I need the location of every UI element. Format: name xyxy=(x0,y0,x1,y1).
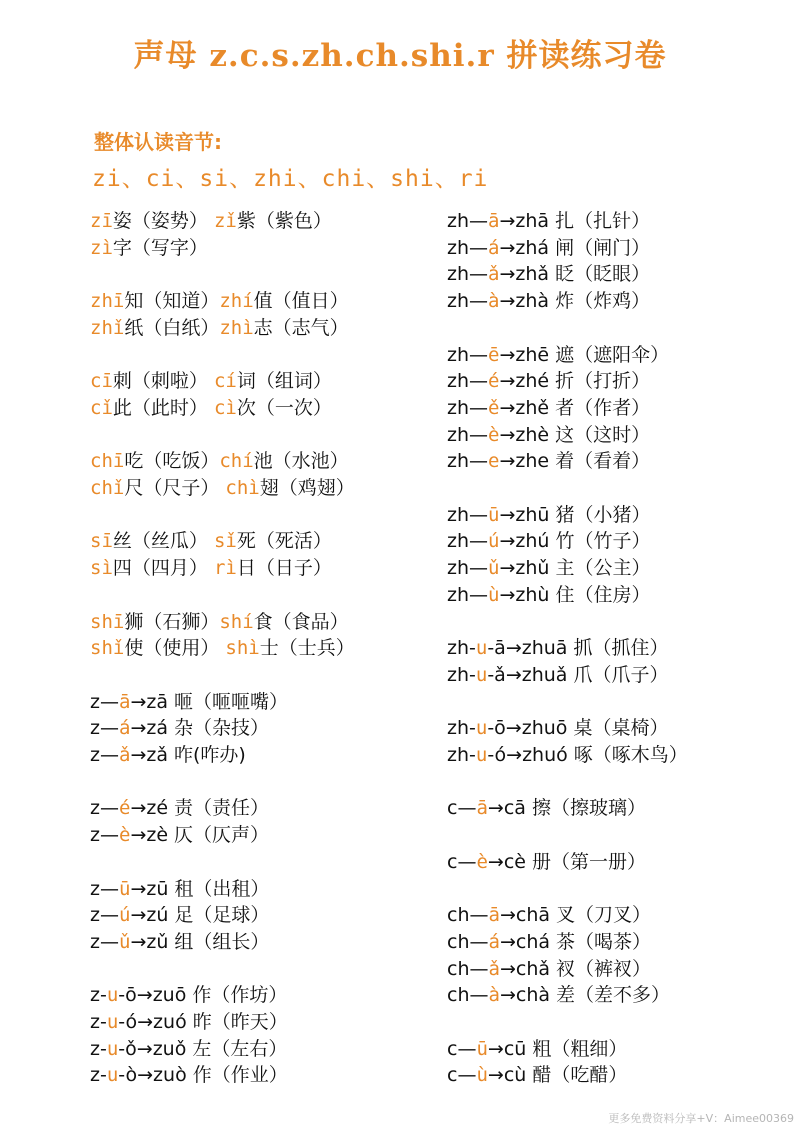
pinyin-highlight: e xyxy=(488,450,500,473)
line-text: 士（士兵） xyxy=(259,637,355,660)
pinyin-highlight: é xyxy=(118,797,131,820)
pinyin-highlight: ā xyxy=(488,904,500,927)
pinyin-highlight: shì xyxy=(225,637,260,660)
practice-line xyxy=(447,1036,627,1062)
line-text: 狮（石狮） xyxy=(124,610,220,633)
line-text: →cū 粗（粗细） xyxy=(487,1037,628,1060)
practice-line xyxy=(447,795,646,821)
line-text: →zá 杂（杂技） xyxy=(130,717,270,740)
pinyin-highlight: cǐ xyxy=(90,396,113,419)
practice-line xyxy=(90,609,349,635)
line-text: 丝（丝瓜） xyxy=(112,530,214,553)
line-text: 池（水池） xyxy=(253,450,349,473)
practice-line xyxy=(90,876,269,902)
pinyin-highlight: zhǐ xyxy=(90,316,125,339)
pinyin-highlight: è xyxy=(118,824,131,847)
line-text: →zhū 猪（小猪） xyxy=(499,503,651,526)
line-text: 字（写字） xyxy=(112,236,208,259)
pinyin-highlight: zhí xyxy=(219,290,254,313)
pinyin-highlight: ǔ xyxy=(118,930,131,953)
pinyin-highlight: u xyxy=(475,663,488,686)
pinyin-highlight: u xyxy=(106,1064,119,1087)
practice-line xyxy=(447,956,651,982)
practice-line xyxy=(90,982,287,1008)
practice-line xyxy=(90,795,269,821)
line-text: 尺（尺子） xyxy=(124,477,226,499)
pinyin-highlight: u xyxy=(106,1037,119,1060)
line-text: c— xyxy=(447,797,477,820)
line-text: z— xyxy=(90,824,119,847)
line-text: zh— xyxy=(447,290,489,313)
line-text: z— xyxy=(90,717,119,740)
pinyin-highlight: cì xyxy=(213,396,237,419)
line-text: →zè 仄（仄声） xyxy=(130,824,270,847)
line-text: →zhā 扎（扎针） xyxy=(499,210,651,232)
line-text: -ó→zuó 昨（昨天） xyxy=(118,1011,288,1033)
line-text: -ǒ→zuǒ 左（左右） xyxy=(118,1037,288,1060)
line-text: 死（死活） xyxy=(236,530,332,553)
line-text: 知（知道） xyxy=(124,290,220,313)
practice-line xyxy=(447,742,688,768)
line-text: zh— xyxy=(447,503,489,526)
line-text: →cù 醋（吃醋） xyxy=(487,1064,628,1087)
line-text: z— xyxy=(90,797,119,820)
practice-line xyxy=(90,288,349,314)
pinyin-highlight: ù xyxy=(476,1064,488,1087)
line-text: →zǔ 组（组长） xyxy=(130,930,270,953)
pinyin-highlight: zī xyxy=(90,210,113,232)
line-text: zh— xyxy=(447,263,489,286)
line-text: ch— xyxy=(447,904,489,927)
practice-line xyxy=(90,448,349,474)
line-text: →chá 茶（喝茶） xyxy=(499,930,652,953)
line-text: 日（日子） xyxy=(236,557,332,580)
pinyin-highlight: ě xyxy=(488,396,500,419)
practice-line xyxy=(447,715,668,741)
pinyin-highlight: à xyxy=(488,290,500,313)
line-text: zh— xyxy=(447,210,489,232)
pinyin-highlight: è xyxy=(488,423,500,446)
line-text: 此（此时） xyxy=(112,396,214,419)
line-text: zh— xyxy=(447,236,489,259)
practice-line xyxy=(447,368,650,394)
line-text: →chā 叉（刀叉） xyxy=(499,904,652,927)
line-text: →zú 足（足球） xyxy=(130,904,270,927)
pinyin-highlight: ā xyxy=(118,690,131,713)
line-text: →zhè 这（这时） xyxy=(499,423,651,446)
line-text: →zǎ 咋(咋办) xyxy=(130,744,246,766)
line-text: z- xyxy=(90,1011,107,1033)
line-text: zh— xyxy=(447,396,489,419)
line-text: zh- xyxy=(447,717,476,740)
pinyin-highlight: zì xyxy=(90,236,113,259)
pinyin-highlight: chí xyxy=(219,450,254,473)
line-text: 次（一次） xyxy=(236,396,332,419)
line-text: c— xyxy=(447,1037,477,1060)
practice-line xyxy=(447,422,650,448)
line-text: 食（食品） xyxy=(253,610,349,633)
line-text: →cā 擦（擦玻璃） xyxy=(487,797,646,820)
line-text: zh— xyxy=(447,343,489,366)
line-text: zh— xyxy=(447,450,489,473)
pinyin-highlight: u xyxy=(475,717,488,740)
practice-line xyxy=(447,582,651,608)
practice-line xyxy=(447,235,650,261)
pinyin-highlight: ū xyxy=(488,503,500,526)
line-text: 值（值日） xyxy=(253,290,349,313)
pinyin-highlight: ǔ xyxy=(488,557,500,580)
line-text: z— xyxy=(90,930,119,953)
practice-line xyxy=(90,715,269,741)
pinyin-highlight: ǎ xyxy=(488,263,500,286)
practice-line xyxy=(447,849,646,875)
practice-line xyxy=(90,902,269,928)
pinyin-highlight: u xyxy=(475,744,488,766)
line-text: 使（使用） xyxy=(124,637,226,660)
practice-line xyxy=(90,635,355,661)
line-text: 志（志气） xyxy=(253,316,349,339)
practice-line xyxy=(447,1062,627,1088)
practice-line xyxy=(90,395,332,421)
line-text: zh- xyxy=(447,744,476,766)
line-text: zh- xyxy=(447,663,476,686)
line-text: c— xyxy=(447,1064,477,1087)
line-text: -ó→zhuó 啄（啄木鸟） xyxy=(487,744,688,766)
pinyin-highlight: ù xyxy=(488,583,500,606)
line-text: →zhē 遮（遮阳伞） xyxy=(499,343,670,366)
line-text: →zhé 折（打折） xyxy=(499,370,651,393)
line-text: c— xyxy=(447,850,477,873)
line-text: →zhě 者（作者） xyxy=(499,396,651,419)
practice-line xyxy=(90,555,332,581)
pinyin-highlight: á xyxy=(488,236,500,259)
line-text: zh— xyxy=(447,557,489,580)
line-text: z— xyxy=(90,744,119,766)
pinyin-highlight: ú xyxy=(488,530,500,553)
pinyin-highlight: ú xyxy=(118,904,131,927)
practice-line xyxy=(447,635,669,661)
line-text: -ō→zuō 作（作坊） xyxy=(118,984,288,1007)
practice-line xyxy=(447,929,651,955)
page-title: 声母 z.c.s.zh.ch.shi.r 拼读练习卷 xyxy=(133,38,667,74)
pinyin-highlight: ē xyxy=(488,343,500,366)
line-text: -ǎ→zhuǎ 爪（爪子） xyxy=(487,663,669,686)
practice-line xyxy=(90,822,269,848)
line-text: zh— xyxy=(447,370,489,393)
practice-line xyxy=(90,689,288,715)
line-text: →zhú 竹（竹子） xyxy=(499,530,651,553)
pinyin-highlight: à xyxy=(488,984,500,1007)
line-text: -ō→zhuō 桌（桌椅） xyxy=(487,717,669,740)
pinyin-highlight: chǐ xyxy=(90,477,125,499)
line-text: zh— xyxy=(447,530,489,553)
line-text: →zā 咂（咂咂嘴） xyxy=(130,690,289,713)
line-text: -ā→zhuā 抓（抓住） xyxy=(487,637,669,660)
line-text: zh— xyxy=(447,583,489,606)
practice-line xyxy=(90,1009,288,1035)
line-text: →chǎ 衩（裤衩） xyxy=(499,957,652,980)
line-text: z— xyxy=(90,690,119,713)
pinyin-highlight: è xyxy=(476,850,488,873)
line-text: 翅（鸡翅） xyxy=(259,477,355,499)
section-heading: 整体认读音节: xyxy=(94,130,222,154)
practice-line xyxy=(447,662,669,688)
line-text: z— xyxy=(90,877,119,900)
line-text: 纸（白纸） xyxy=(124,316,220,339)
pinyin-highlight: u xyxy=(475,637,488,660)
practice-line xyxy=(447,208,650,234)
pinyin-highlight: sì xyxy=(90,557,113,580)
practice-line xyxy=(90,528,332,554)
practice-line xyxy=(447,502,651,528)
pinyin-highlight: ā xyxy=(476,797,488,820)
line-text: 姿（姿势） xyxy=(112,210,214,232)
practice-line xyxy=(90,315,349,341)
pinyin-highlight: sī xyxy=(90,530,113,553)
line-text: →zhe 着（看着） xyxy=(499,450,651,473)
practice-line xyxy=(447,448,650,474)
line-text: 刺（刺啦） xyxy=(112,370,214,393)
practice-line xyxy=(447,982,670,1008)
pinyin-highlight: chī xyxy=(90,450,125,473)
pinyin-highlight: ǎ xyxy=(118,744,131,766)
line-text: →zhà 炸（炸鸡） xyxy=(499,290,651,313)
pinyin-highlight: sǐ xyxy=(213,530,237,553)
line-text: z- xyxy=(90,984,107,1007)
line-text: →zhǔ 主（公主） xyxy=(499,557,651,580)
watermark: 更多免费资料分享+V：Aimee00369 xyxy=(608,1112,794,1125)
pinyin-highlight: cí xyxy=(213,370,237,393)
pinyin-highlight: ǎ xyxy=(488,957,500,980)
practice-line xyxy=(90,208,332,234)
pinyin-highlight: shī xyxy=(90,610,125,633)
practice-line xyxy=(90,475,355,501)
pinyin-highlight: chì xyxy=(225,477,260,499)
practice-line xyxy=(90,929,269,955)
pinyin-highlight: zhì xyxy=(219,316,254,339)
pinyin-highlight: u xyxy=(106,1011,119,1033)
pinyin-highlight: ū xyxy=(476,1037,488,1060)
line-text: z- xyxy=(90,1064,107,1087)
practice-line xyxy=(90,742,246,768)
line-text: →cè 册（第一册） xyxy=(487,850,647,873)
pinyin-highlight: zhī xyxy=(90,290,125,313)
pinyin-highlight: á xyxy=(488,930,500,953)
line-text: -ò→zuò 作（作业） xyxy=(118,1064,288,1087)
line-text: zh- xyxy=(447,637,476,660)
practice-line xyxy=(447,395,650,421)
pinyin-highlight: rì xyxy=(213,557,237,580)
practice-line xyxy=(447,261,650,287)
line-text: z— xyxy=(90,904,119,927)
line-text: →zé 责（责任） xyxy=(130,797,270,820)
practice-line xyxy=(90,368,332,394)
practice-line xyxy=(447,555,651,581)
line-text: →zhù 住（住房） xyxy=(499,583,651,606)
practice-line xyxy=(447,288,650,314)
practice-line xyxy=(447,902,651,928)
practice-line xyxy=(447,528,651,554)
line-text: 紫（紫色） xyxy=(236,210,332,232)
pinyin-highlight: ā xyxy=(488,210,500,232)
line-text: 吃（吃饭） xyxy=(124,450,220,473)
pinyin-highlight: á xyxy=(118,717,131,740)
practice-line xyxy=(90,1062,288,1088)
practice-line xyxy=(447,342,669,368)
line-text: 词（组词） xyxy=(236,370,332,393)
line-text: ch— xyxy=(447,957,489,980)
line-text: →zhá 闸（闸门） xyxy=(499,236,651,259)
line-text: z- xyxy=(90,1037,107,1060)
practice-line xyxy=(90,235,208,261)
line-text: ch— xyxy=(447,930,489,953)
line-text: ch— xyxy=(447,984,489,1007)
line-text: →chà 差（差不多） xyxy=(499,984,671,1007)
line-text: →zū 租（出租） xyxy=(130,877,270,900)
pinyin-highlight: zǐ xyxy=(213,210,237,232)
line-text: 四（四月） xyxy=(112,557,214,580)
whole-syllables: zi、ci、si、zhi、chi、shi、ri xyxy=(92,166,489,192)
pinyin-highlight: é xyxy=(488,370,500,393)
line-text: →zhǎ 眨（眨眼） xyxy=(499,263,651,286)
pinyin-highlight: cī xyxy=(90,370,113,393)
practice-line xyxy=(90,1036,287,1062)
pinyin-highlight: ū xyxy=(118,877,131,900)
line-text: zh— xyxy=(447,423,489,446)
pinyin-highlight: shí xyxy=(219,610,254,633)
pinyin-highlight: u xyxy=(106,984,119,1007)
pinyin-highlight: shǐ xyxy=(90,637,125,660)
